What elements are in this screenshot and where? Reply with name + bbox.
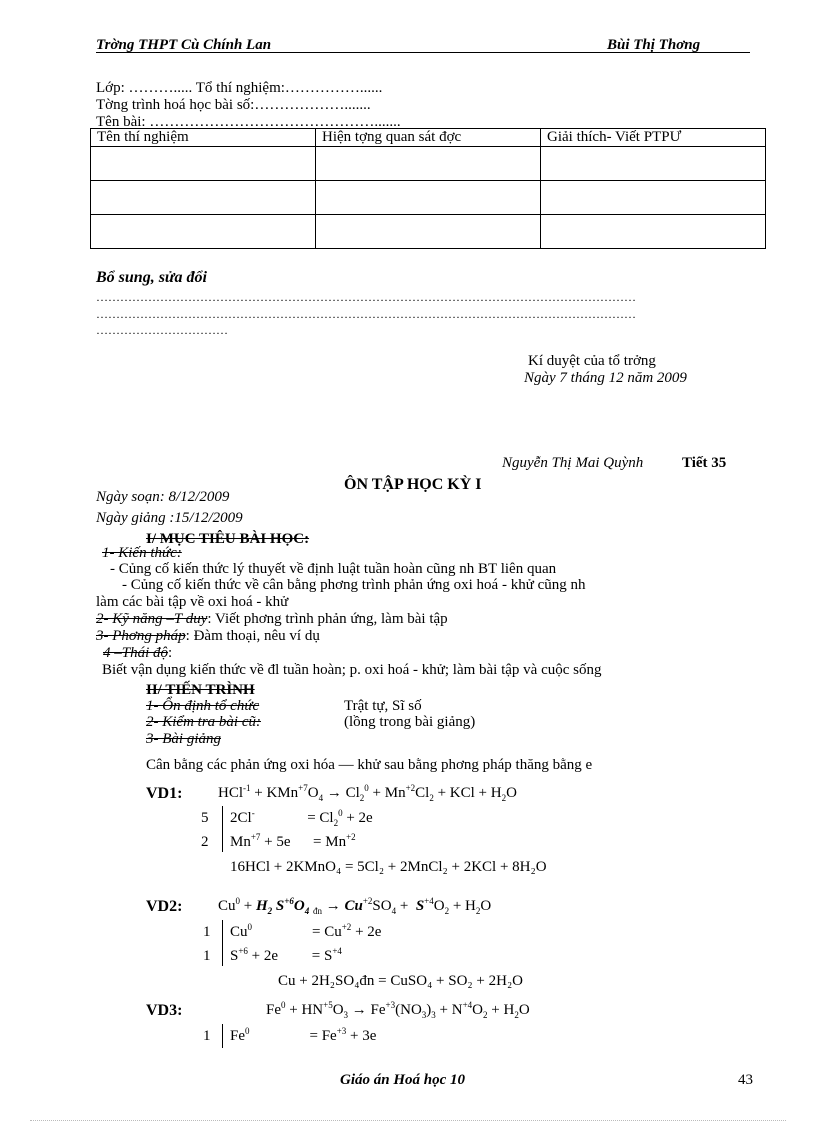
header-rule: [96, 52, 750, 53]
experiment-table: [90, 128, 766, 249]
date-prepared: Ngày soạn: 8/12/2009: [96, 489, 230, 505]
vd2-coef-2: 1: [203, 948, 211, 964]
lesson-number: Tiết 35: [682, 455, 727, 471]
vd2-final: Cu + 2H₂SO₄đn = CuSO₄ + SO₂ + 2H₂O: [278, 973, 524, 989]
vd2-half-1: Cu$^0$ = $Cu^{+2} + 2e$: [230, 922, 382, 940]
class-line: Lớp: ………..... Tổ thí nghiệm:……………......: [96, 80, 383, 96]
vd1-half-1: 2Cl- = $Cl_2^0 + 2e$: [230, 808, 373, 828]
knowledge-label: 1- Kiến thức:: [102, 545, 182, 561]
vd1-label: VD1:: [146, 785, 183, 802]
lesson-title: ÔN TẬP HỌC KỲ I: [344, 476, 482, 493]
process-heading: II/ TIẾN TRÌNH: [146, 682, 255, 698]
knowledge-item-2: - Củng cố kiến thức về cân bằng phơng trình phản ứng oxi hoá - khử cũng nh: [122, 577, 586, 593]
supplement-line-1: ………………………………………………………………………………………………………………………: [96, 290, 636, 304]
col-experiment-name: Tên thí nghiệm: [91, 129, 316, 147]
date-taught: Ngày giảng :15/12/2009: [96, 510, 243, 526]
step2-label: 2- Kiểm tra bài cũ:: [146, 714, 261, 730]
attitude-line: [103, 645, 172, 662]
vd1-coef-1: 5: [201, 810, 209, 826]
name-line: Tên bài: ……………………………………….......: [96, 114, 401, 130]
vd3-half-1: Fe$^0$ = $Fe^{+3} + 3e$: [230, 1026, 377, 1044]
table-row: [91, 147, 766, 181]
vd2-label: VD2:: [146, 898, 183, 915]
supplement-title: Bổ sung, sửa đổi: [96, 269, 207, 286]
table-row: [91, 215, 766, 249]
skill-text: : Viết phơng trình phản ứng, làm bài tập: [207, 611, 448, 627]
knowledge-item-1: - Củng cố kiến thức lý thuyết về định luật tuần hoàn cũng nh BT liên quan: [110, 561, 557, 577]
vd2-equation: $Cu^0 + H_2$ $S^{+6}O_4$ $_{đn} \to Cu^{+2}SO_4 + S^{+4}O_2 + H_2O$: [218, 896, 492, 916]
signer-name: Nguyễn Thị Mai Quỳnh: [502, 455, 644, 471]
attitude-text: Biết vận dụng kiến thức về đl tuần hoàn; p. oxi hoá - khử; làm bài tập và cuộc sống: [102, 662, 602, 678]
vd1-half-2: $Mn^{+7} + 5e$ = $Mn^{+2}$: [230, 832, 356, 850]
step3-label: 3- Bài giảng: [146, 731, 221, 747]
vd2-half-2: $S^{+6} + 2e$ = $S^{+4}$: [230, 946, 342, 964]
method-line: [96, 628, 320, 645]
step2-text: (lồng trong bài giảng): [344, 714, 476, 730]
page-number: 43: [738, 1072, 753, 1088]
vd1-bracket: [222, 806, 223, 852]
goals-heading: I/ MỤC TIÊU BÀI HỌC:: [146, 531, 310, 547]
process-intro: Cân bằng các phản ứng oxi hóa — khử sau bằng phơng pháp thăng bằng e: [146, 757, 593, 773]
vd2-bracket: [222, 920, 223, 966]
skill-line: [96, 611, 448, 628]
vd1-equation: $HCl^{-1} + KMn^{+7}O_4 \to Cl_2^0 + Mn^{+2}Cl_2$ + KCl + $H_2O$: [218, 783, 517, 803]
table-row: [91, 181, 766, 215]
vd3-label: VD3:: [146, 1002, 183, 1019]
header-school: Trờng THPT Cù Chính Lan: [96, 37, 272, 53]
method-text: : Đàm thoại, nêu ví dụ: [185, 628, 320, 644]
vd3-bracket: [222, 1024, 223, 1048]
col-explanation: Giải thích- Viết PTPƯ: [541, 129, 766, 147]
method-label: 3- Phơng pháp: [96, 628, 186, 644]
approval-date: Ngày 7 tháng 12 năm 2009: [524, 370, 687, 386]
vd2-coef-1: 1: [203, 924, 211, 940]
vd3-equation: $Fe^0 + HN^{+5}O_3 \to Fe^{+3}(NO_3)_3 + N^{+4}O_2 + H_2O$: [266, 1000, 530, 1020]
attitude-colon: :: [168, 645, 173, 661]
lab-line: Tờng trình hoá học bài số:……………….......: [96, 97, 371, 113]
header-author: Bùi Thị Thơng: [607, 37, 701, 53]
footer-title: Giáo án Hoá học 10: [340, 1072, 466, 1088]
step1-label: 1- Ổn định tổ chức: [146, 698, 260, 714]
vd1-coef-2: 2: [201, 834, 209, 850]
attitude-label: 4 –Thái độ: [103, 645, 169, 661]
vd3-coef-1: 1: [203, 1028, 211, 1044]
step1-text: Trật tự, Sĩ số: [344, 698, 422, 714]
page-edge: [30, 1120, 786, 1121]
col-observation: Hiện tợng quan sát đợc: [316, 129, 541, 147]
approval-title: Kí duyệt của tổ trởng: [528, 353, 656, 369]
skill-label: 2- Kỹ năng –T duy: [96, 611, 208, 627]
vd1-final: 16HCl + 2KMnO₄ = 5Cl₂ + 2MnCl₂ + 2KCl + 8H₂O: [230, 859, 547, 875]
supplement-line-3: ……………………………: [96, 323, 228, 337]
supplement-line-2: ………………………………………………………………………………………………………………………: [96, 307, 636, 321]
knowledge-item-2-cont: làm các bài tập về oxi hoá - khử: [96, 594, 289, 610]
